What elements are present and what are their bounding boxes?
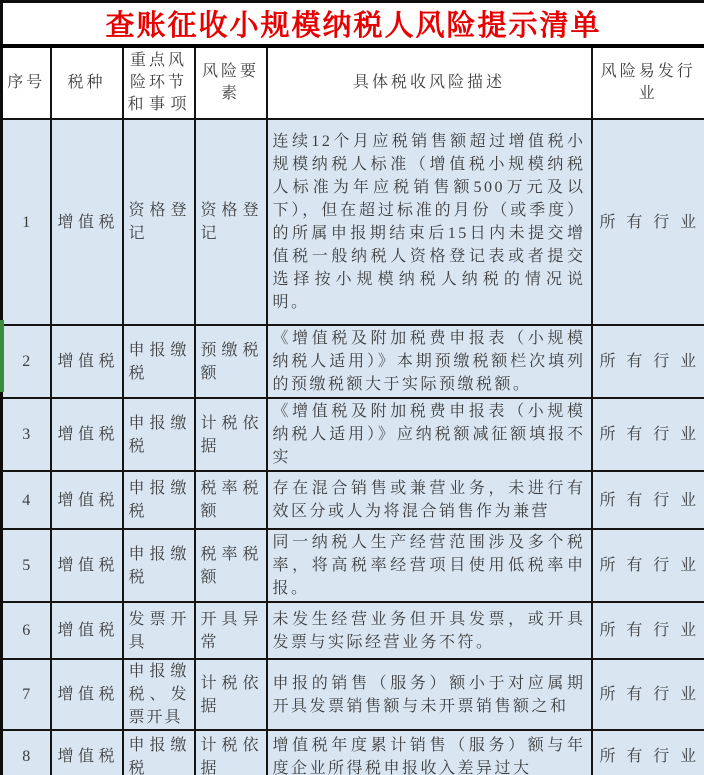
cell-risk-desc: 同一纳税人生产经营范围涉及多个税率，将高税率经营项目使用低税率申报。 [267, 529, 592, 602]
cell-risk-link: 申报缴税 [123, 398, 195, 471]
table-row [2, 398, 704, 471]
page-title: 查账征收小规模纳税人风险提示清单 [2, 2, 704, 47]
col-header-risk-link: 重点风险环节和事项 [123, 46, 195, 119]
cell-risk-desc: 《增值税及附加税费申报表（小规模纳税人适用）》本期预缴税额栏次填列的预缴税额大于实际预缴税额。 [267, 325, 592, 398]
cell-industry: 所有行业 [592, 730, 704, 775]
cell-risk-desc: 《增值税及附加税费申报表（小规模纳税人适用）》应纳税额减征额填报不实 [267, 398, 592, 471]
cell-industry: 所有行业 [592, 119, 704, 325]
col-header-industry: 风险易发行业 [592, 46, 704, 119]
cell-risk-link: 申报缴税、发票开具 [123, 659, 195, 730]
cell-risk-factor: 计税依据 [195, 398, 267, 471]
cell-risk-desc: 申报的销售（服务）额小于对应属期开具发票销售额与未开票销售额之和 [267, 659, 592, 730]
table-row [2, 659, 704, 730]
cell-tax-type: 增值税 [51, 325, 123, 398]
cell-risk-factor: 开具异常 [195, 602, 267, 659]
cell-seq: 3 [2, 398, 51, 471]
table-row [2, 730, 704, 775]
col-header-risk-desc: 具体税收风险描述 [267, 46, 592, 119]
col-header-seq: 序号 [2, 46, 51, 119]
table-header-row [2, 46, 704, 119]
cell-risk-desc: 连续12个月应税销售额超过增值税小规模纳税人标准（增值税小规模纳税人标准为年应税销售额500万元及以下），但在超过标准的月份（或季度）的所属申报期结束后15日内未提交增值税一般纳税人资格登记表或者提交选择按小规模纳税人纳税的情况说明。 [267, 119, 592, 325]
table-row [2, 529, 704, 602]
cell-seq: 4 [2, 471, 51, 529]
cell-risk-factor: 计税依据 [195, 659, 267, 730]
cell-risk-link: 申报缴税 [123, 730, 195, 775]
cell-risk-desc: 增值税年度累计销售（服务）额与年度企业所得税申报收入差异过大 [267, 730, 592, 775]
cell-seq: 5 [2, 529, 51, 602]
cell-tax-type: 增值税 [51, 529, 123, 602]
cell-tax-type: 增值税 [51, 602, 123, 659]
cell-industry: 所有行业 [592, 529, 704, 602]
cell-risk-factor: 计税依据 [195, 730, 267, 775]
cell-seq: 1 [2, 119, 51, 325]
cell-seq: 2 [2, 325, 51, 398]
cell-risk-factor: 资格登记 [195, 119, 267, 325]
cell-seq: 6 [2, 602, 51, 659]
table-row [2, 471, 704, 529]
cell-risk-link: 申报缴税 [123, 471, 195, 529]
row-highlight-bar [0, 320, 4, 392]
cell-risk-desc: 未发生经营业务但开具发票，或开具发票与实际经营业务不符。 [267, 602, 592, 659]
cell-tax-type: 增值税 [51, 398, 123, 471]
table-row [2, 325, 704, 398]
cell-tax-type: 增值税 [51, 119, 123, 325]
col-header-risk-factor: 风险要素 [195, 46, 267, 119]
cell-risk-link: 发票开具 [123, 602, 195, 659]
cell-risk-link: 申报缴税 [123, 325, 195, 398]
cell-seq: 8 [2, 730, 51, 775]
cell-risk-factor: 预缴税额 [195, 325, 267, 398]
cell-seq: 7 [2, 659, 51, 730]
table-row [2, 602, 704, 659]
cell-tax-type: 增值税 [51, 659, 123, 730]
cell-risk-factor: 税率税额 [195, 471, 267, 529]
cell-risk-link: 申报缴税 [123, 529, 195, 602]
cell-industry: 所有行业 [592, 471, 704, 529]
title-row [2, 2, 704, 47]
cell-risk-link: 资格登记 [123, 119, 195, 325]
col-header-tax-type: 税种 [51, 46, 123, 119]
cell-industry: 所有行业 [592, 325, 704, 398]
cell-industry: 所有行业 [592, 398, 704, 471]
cell-tax-type: 增值税 [51, 730, 123, 775]
cell-industry: 所有行业 [592, 659, 704, 730]
table-row [2, 119, 704, 325]
cell-tax-type: 增值税 [51, 471, 123, 529]
cell-risk-desc: 存在混合销售或兼营业务，未进行有效区分或人为将混合销售作为兼营 [267, 471, 592, 529]
cell-industry: 所有行业 [592, 602, 704, 659]
cell-risk-factor: 税率税额 [195, 529, 267, 602]
